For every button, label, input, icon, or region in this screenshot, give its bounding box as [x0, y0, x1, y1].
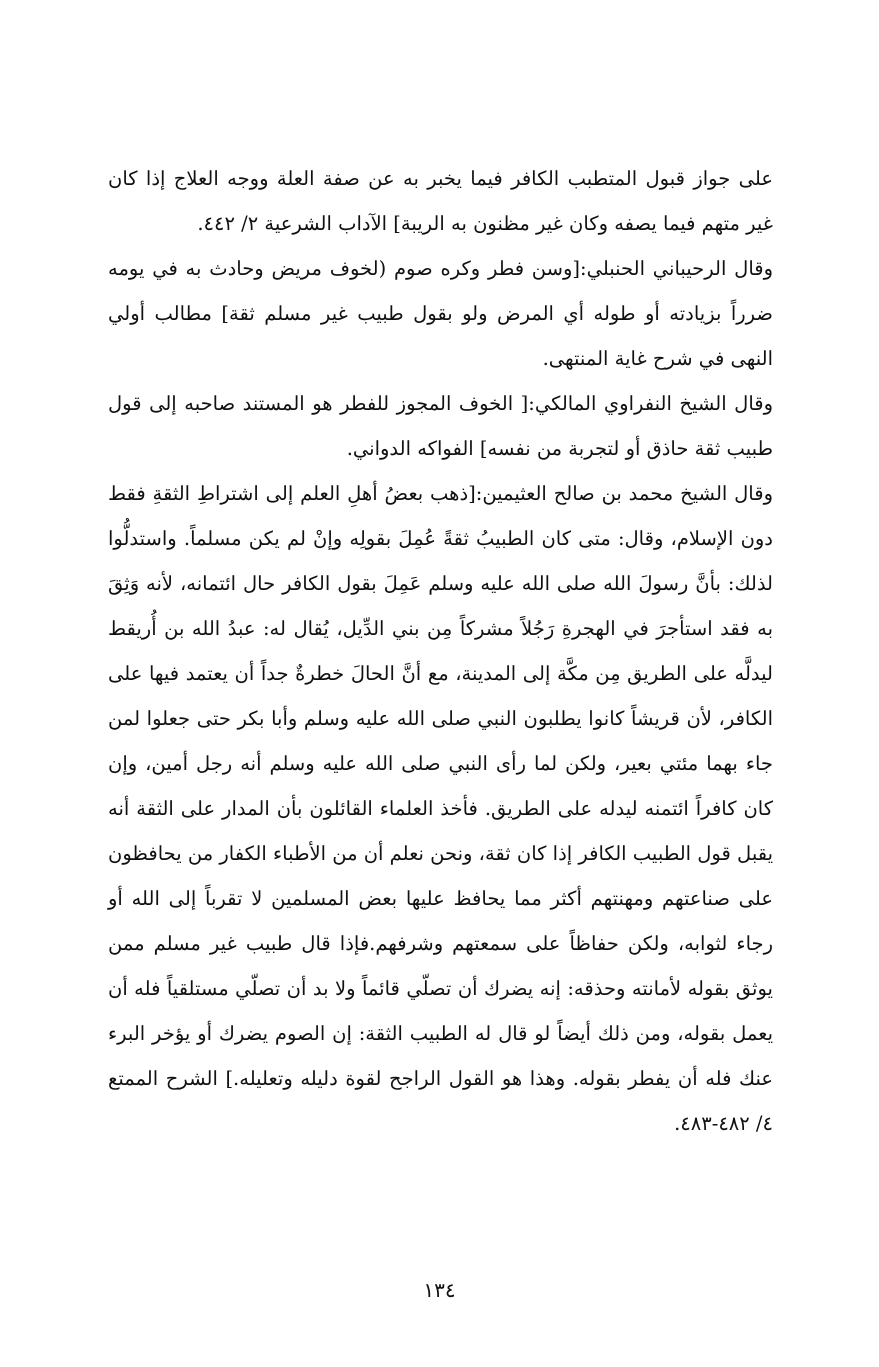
paragraph-nafrawi-quote: وقال الشيخ النفراوي المالكي:[ الخوف المجوز للفطر هو المستند صاحبه إلى قول طبيب ثقة حاذق أو لتجربة من نفسه] الفواكه الدواني. — [108, 392, 773, 460]
paragraph-ruhaybani-quote: وقال الرحيباني الحنبلي:[وسن فطر وكره صوم (لخوف مريض وحادث به في يومه ضرراً بزيادته أو طوله أي المرض ولو بقول طبيب غير مسلم ثقة] مطالب أولي النهى في شرح غاية المنتهى. — [108, 257, 773, 370]
paragraph-continuation: على جواز قبول المتطبب الكافر فيما يخبر به عن صفة العلة ووجه العلاج إذا كان غير متهم فيما يصفه وكان غير مظنون به الريبة] الآداب الشرعية ٢/ ٤٤٢. — [108, 167, 773, 235]
body-text — [108, 156, 773, 1146]
paragraph-uthaymeen-quote: وقال الشيخ محمد بن صالح العثيمين:[ذهب بعضُ أهلِ العلم إلى اشتراطِ الثقةِ فقط دون الإسلام، وقال: متى كان الطبيبُ ثقةً عُمِلَ بقولِه وإنْ لم يكن مسلماً. واستدلُّوا لذلك: بأنَّ رسولَ الله صلى الله عليه وسلم عَمِلَ بقول الكافر حال ائتمانه، لأنه وَثِقَ به فقد استأجرَ في الهجرةِ رَجُلاً مشركاً مِن بني الدِّيل، يُقال له: عبدُ الله بن أُريقط ليدلَّه على الطريق مِن مكَّة إلى المدينة، مع أنَّ الحالَ خطرةٌ جداً أن يعتمد فيها على الكافر، لأن قريشاً كانوا يطلبون النبي صلى الله عليه وسلم وأبا بكر حتى جعلوا لمن جاء بهما مئتي بعير، ولكن لما رأى النبي صلى الله عليه وسلم أنه رجل أمين، وإن كان كافراً ائتمنه ليدله على الطريق. فأخذ العلماء القائلون بأن المدار على الثقة أنه يقبل قول الطبيب الكافر إذا كان ثقة، ونحن نعلم أن من الأطباء الكفار من يحافظون على صناعتهم ومهنتهم أكثر مما يحافظ عليها بعض المسلمين لا تقرباً إلى الله أو رجاء لثوابه، ولكن حفاظاً على سمعتهم وشرفهم.فإذا قال طبيب غير مسلم ممن يوثق بقوله لأمانته وحذقه: إنه يضرك أن تصلّي قائماً ولا بد أن تصلّي مستلقياً فله أن يعمل بقوله، ومن ذلك أيضاً لو قال له الطبيب الثقة: إن الصوم يضرك أو يؤخر البرء عنك فله أن يفطر بقوله. وهذا هو القول الراجح لقوة دليله وتعليله.] الشرح الممتع ٤/ ٤٨٢-٤٨٣. — [108, 482, 774, 1135]
page-number: ١٣٤ — [423, 1278, 456, 1302]
